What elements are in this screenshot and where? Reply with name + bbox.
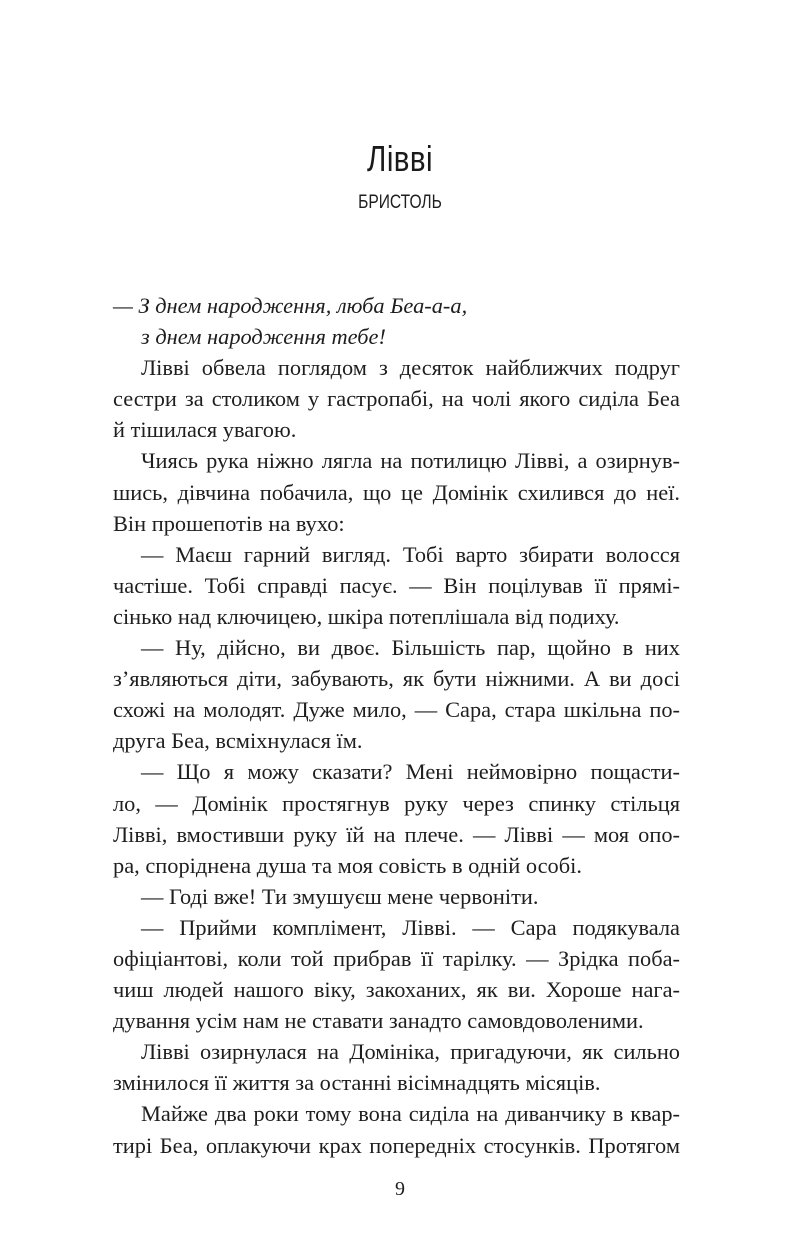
text-line: Лівві обвела поглядом з десяток найближчих подруг — [141, 355, 680, 381]
text-line: Чиясь рука ніжно лягла на потилицю Лівві, а озирнув- — [141, 448, 680, 474]
text-line: — Маєш гарний вигляд. Тобі варто збирати волосся — [141, 541, 680, 567]
page-number: 9 — [395, 1178, 405, 1200]
text-line: з днем народження тебе! — [141, 324, 386, 350]
text-line: сінько над ключицею, шкіра потеплішала від подиху. — [113, 603, 620, 629]
text-line: Він прошепотів на вухо: — [113, 510, 345, 536]
text-line: чиш людей нашого віку, закоханих, як ви. Хороше нага- — [113, 977, 680, 1003]
text-line: — З днем народження, люба Беа-а-а, — [113, 293, 468, 318]
body-text — [113, 290, 680, 1161]
text-line: частіше. Тобі справді пасує. — Він поцілував її прямі- — [113, 572, 680, 598]
text-line: ло, — Домінік простягнув руку через спинку стільця — [113, 790, 680, 816]
text-line: тирі Беа, оплакуючи крах попередніх стосунків. Протягом — [113, 1132, 680, 1158]
text-line: Лівві, вмостивши руку їй на плече. — Лівві — моя опо- — [113, 821, 680, 847]
text-line: сестри за столиком у гастропабі, на чолі якого сиділа Беа — [113, 386, 680, 412]
text-line: схожі на молодят. Дуже мило, — Сара, стара шкільна по- — [113, 697, 680, 723]
text-line: Майже два роки тому вона сиділа на диванчику в квар- — [141, 1101, 680, 1127]
text-line: — Ну, дійсно, ви двоє. Більшість пар, щойно в них — [141, 635, 680, 661]
text-line: — Годі вже! Ти змушуєш мене червоніти. — [141, 883, 539, 909]
chapter-location: БРИСТОЛЬ — [358, 192, 442, 213]
text-line: й тішилася увагою. — [113, 417, 297, 443]
text-line: змінилося її життя за останні вісімнадцять місяців. — [113, 1070, 601, 1096]
text-line: Лівві озирнулася на Домініка, пригадуючи, як сильно — [141, 1039, 680, 1065]
text-line: з’являються діти, забувають, як бути ніжними. А ви досі — [113, 666, 680, 692]
chapter-title: Лівві — [367, 138, 433, 179]
text-line: офіціантові, коли той прибрав її тарілку. — Зрідка поба- — [113, 945, 680, 971]
text-line: дування усім нам не ставати занадто самовдоволеними. — [113, 1008, 644, 1034]
text-line: шись, дівчина побачила, що це Домінік схилився до неї. — [113, 479, 680, 505]
text-line: друга Беа, всміхнулася їм. — [113, 728, 363, 754]
text-line: — Що я можу сказати? Мені неймовірно пощасти- — [141, 759, 680, 785]
text-line: ра, споріднена душа та моя совість в одній особі. — [113, 852, 582, 878]
text-line: — Прийми комплімент, Лівві. — Сара подякувала — [141, 914, 680, 940]
